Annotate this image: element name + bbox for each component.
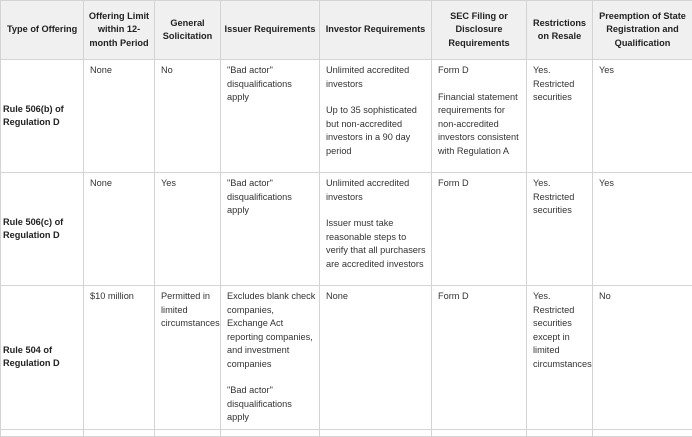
issuer-requirement-text: "Bad actor" disqualifications apply [227,64,316,105]
offering-limit-cell: $10 million [84,286,155,430]
table-row-partial [1,429,692,436]
sec-filing-cell [432,173,527,286]
restrictions-on-resale-cell: Yes. Restricted securities [527,60,593,173]
issuer-requirements-cell [221,286,320,430]
header-restrictions-on-resale: Restrictions on Resale [527,1,593,60]
sec-filing-cell [432,60,527,173]
restrictions-on-resale-cell: Yes. Restricted securities except in limited circumstances [527,286,593,430]
header-issuer-requirements: Issuer Requirements [221,1,320,60]
empty-cell [1,429,84,436]
empty-cell [320,429,432,436]
investor-requirement-text: Unlimited accredited investors [326,64,428,91]
empty-cell [527,429,593,436]
header-row [1,1,692,60]
table-row [1,286,692,430]
empty-cell [84,429,155,436]
restrictions-on-resale-cell: Yes. Restricted securities [527,173,593,286]
header-sec-filing: SEC Filing or Disclosure Requirements [432,1,527,60]
investor-requirement-text: Unlimited accredited investors [326,177,428,204]
row-label: Rule 504 of Regulation D [1,286,84,430]
preemption-cell: Yes [593,173,692,286]
offering-limit-cell: None [84,173,155,286]
issuer-requirements-cell [221,173,320,286]
issuer-requirement-text: Excludes blank check companies, Exchange Act reporting companies, and investment companies [227,290,316,371]
investor-requirement-text: None [326,290,428,304]
sec-filing-text: Form D [438,64,523,78]
preemption-cell: No [593,286,692,430]
header-offering-limit: Offering Limit within 12-month Period [84,1,155,60]
empty-cell [432,429,527,436]
investor-requirements-cell [320,173,432,286]
issuer-requirement-text: "Bad actor" disqualifications apply [227,384,316,425]
offering-limit-cell: None [84,60,155,173]
header-preemption: Preemption of State Registration and Qualification [593,1,692,60]
row-label: Rule 506(b) of Regulation D [1,60,84,173]
empty-cell [593,429,692,436]
investor-requirements-cell [320,286,432,430]
general-solicitation-cell: Permitted in limited circumstances [155,286,221,430]
empty-cell [155,429,221,436]
header-type-of-offering: Type of Offering [1,1,84,60]
sec-filing-text: Form D [438,177,523,191]
table-row [1,173,692,286]
empty-cell [221,429,320,436]
investor-requirement-text: Issuer must take reasonable steps to verify that all purchasers are accredited investors [326,217,428,271]
preemption-cell: Yes [593,60,692,173]
investor-requirements-cell [320,60,432,173]
row-label: Rule 506(c) of Regulation D [1,173,84,286]
sec-filing-cell [432,286,527,430]
investor-requirement-text: Up to 35 sophisticated but non-accredited investors in a 90 day period [326,104,428,158]
table-row [1,60,692,173]
issuer-requirements-cell [221,60,320,173]
header-general-solicitation: General Solicitation [155,1,221,60]
sec-filing-text: Form D [438,290,523,304]
issuer-requirement-text: "Bad actor" disqualifications apply [227,177,316,218]
general-solicitation-cell: Yes [155,173,221,286]
header-investor-requirements: Investor Requirements [320,1,432,60]
sec-filing-text: Financial statement requirements for non-accredited investors consistent with Regulation A [438,91,523,159]
general-solicitation-cell: No [155,60,221,173]
